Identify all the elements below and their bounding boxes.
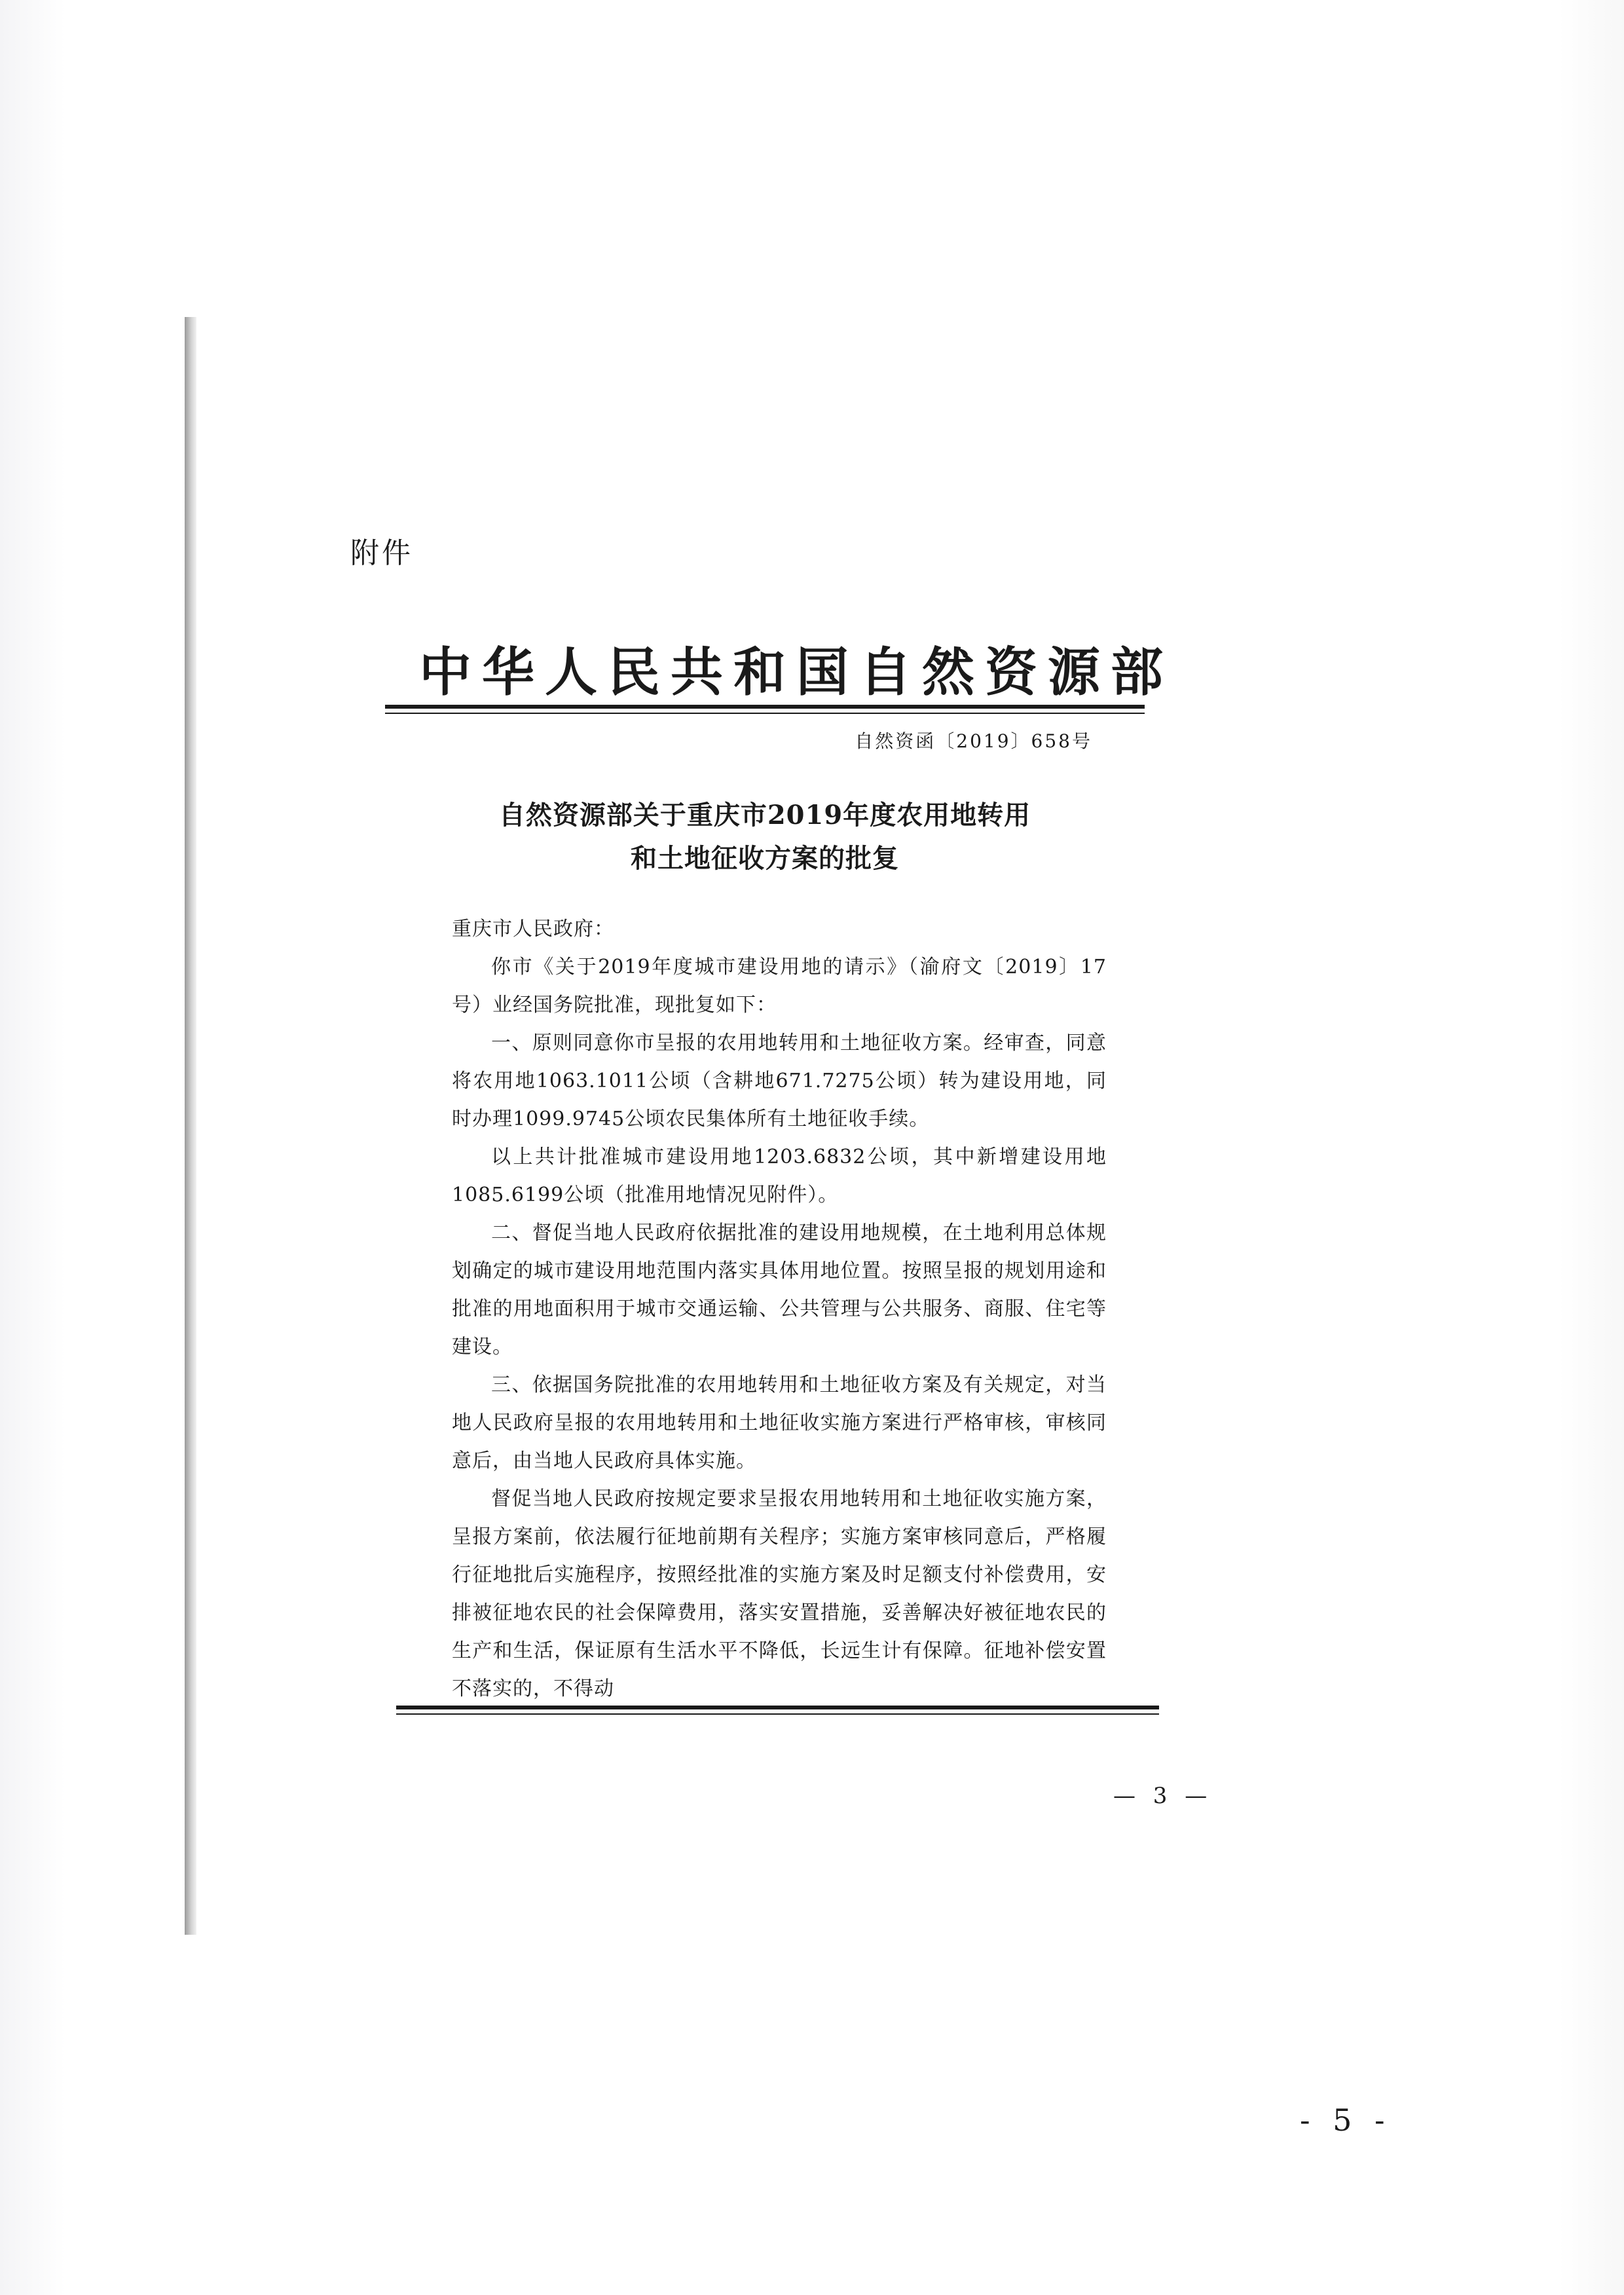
letterhead-title: 中华人民共和国自然资源部 <box>419 641 1173 703</box>
salutation: 重庆市人民政府： <box>452 918 614 941</box>
paragraph: 一、原则同意你市呈报的农用地转用和土地征收方案。经审查，同意将农用地1063.1011公顷（含耕地671.7275公顷）转为建设用地，同时办理1099.9745公顷农民集体所有土地征收手续。 <box>452 1032 1107 1130</box>
letterhead-rule-thin <box>385 713 1145 714</box>
paragraph: 你市《关于2019年度城市建设用地的请示》（渝府文〔2019〕17号）业经国务院批准，现批复如下： <box>452 956 1107 1017</box>
inner-page-number: — 3 — <box>1113 1783 1213 1809</box>
paragraph: 二、督促当地人民政府依据批准的建设用地规模，在土地利用总体规划确定的城市建设用地范围内落实具体用地位置。按照呈报的规划用途和批准的用地面积用于城市交通运输、公共管理与公共服务、商服、住宅等建设。 <box>452 1222 1107 1358</box>
outer-page-number: - 5 - <box>1300 2102 1392 2138</box>
reply-title <box>385 794 1145 880</box>
footer-rule-thick <box>396 1706 1159 1709</box>
document-body <box>452 910 1107 1708</box>
document-number: 自然资函〔2019〕658号 <box>855 730 1092 752</box>
scan-shadow-edge <box>185 317 196 1935</box>
footer-rule-thin <box>396 1713 1159 1715</box>
letterhead-rule-thick <box>385 705 1145 709</box>
reply-title-line-1: 自然资源部关于重庆市2019年度农用地转用 <box>498 800 1031 830</box>
paragraph: 督促当地人民政府按规定要求呈报农用地转用和土地征收实施方案，呈报方案前，依法履行征地前期有关程序；实施方案审核同意后，严格履行征地批后实施程序，按照经批准的实施方案及时足额支付补偿费用，安排被征地农民的社会保障费用，落实安置措施，妥善解决好被征地农民的生产和生活，保证原有生活水平不降低，长远生计有保障。征地补偿安置不落实的，不得动 <box>452 1487 1107 1700</box>
attachment-label: 附件 <box>350 536 413 570</box>
paragraph: 以上共计批准城市建设用地1203.6832公顷，其中新增建设用地1085.6199公顷（批准用地情况见附件）。 <box>452 1146 1107 1206</box>
paragraph: 三、依据国务院批准的农用地转用和土地征收方案及有关规定，对当地人民政府呈报的农用地转用和土地征收实施方案进行严格审核，审核同意后，由当地人民政府具体实施。 <box>452 1373 1107 1472</box>
reply-title-line-2: 和土地征收方案的批复 <box>631 843 899 874</box>
